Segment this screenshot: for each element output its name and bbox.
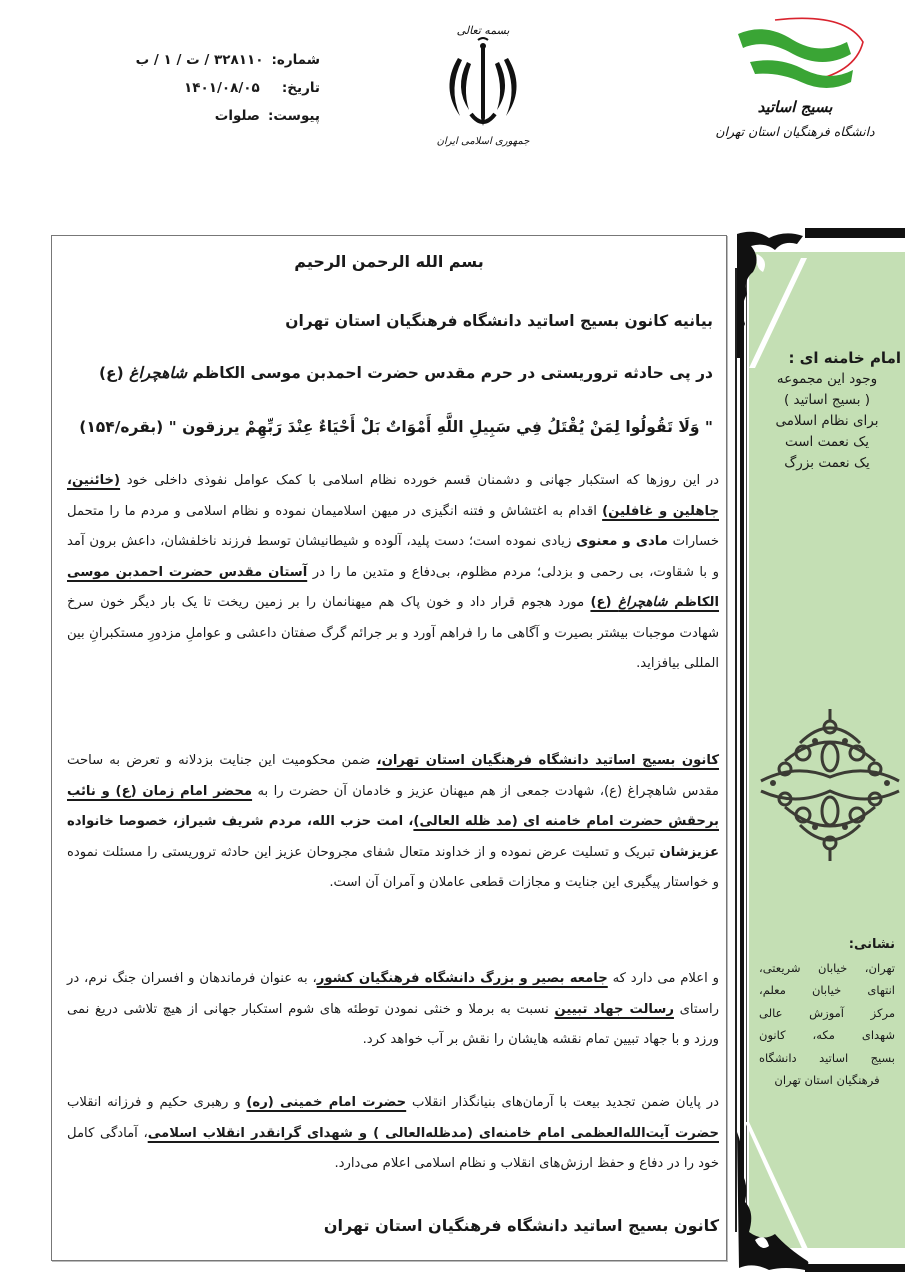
- attachment-label: پیوست:: [267, 108, 320, 124]
- p1-text-c: اقدام به اغتشاش و فتنه انگیزی در میهن اسلامیمان نموده و نظام اسلامی و مردم ما را متحمل خسارات: [67, 503, 719, 549]
- quote-line: برای نظام اسلامی: [775, 413, 879, 429]
- leader-quote: [753, 348, 901, 474]
- letter-meta: [135, 46, 320, 130]
- decorative-ornament-icon: [755, 703, 905, 863]
- p4-text-a: در پایان ضمن تجدید بیعت با آرمان‌های بنیانگذار انقلاب: [406, 1095, 719, 1110]
- date-value: ۱۴۰۱/۰۸/۰۵: [184, 80, 260, 96]
- address-line: بسیج اساتید دانشگاه: [759, 1050, 895, 1065]
- logo-line1: بسیج اساتید: [757, 98, 833, 116]
- number-row: [135, 46, 320, 74]
- p4-bold-b: حضرت امام خمینی (ره): [246, 1095, 407, 1110]
- p4-bold-d: حضرت آیت‌الله‌العظمی امام خامنه‌ای (مدظله‌العالی ) و شهدای گرانقدر انقلاب اسلامی: [147, 1125, 719, 1141]
- sidebar-left-rule: [740, 268, 744, 1232]
- p1-bold-f: آستان مقدس حضرت احمدبن موسی الکاظم: [67, 564, 720, 610]
- emblem-icon: [438, 18, 528, 148]
- subtitle-post: (ع): [98, 364, 130, 382]
- iran-emblem: [438, 18, 528, 148]
- bismillah: بسم الله الرحمن الرحیم: [294, 252, 484, 271]
- sidebar-bottom-border: [805, 1264, 905, 1272]
- sidebar-panel: [735, 228, 905, 1272]
- p3-text-e: نسبت به برملا و خنثی نمودن توطئه های شوم استکبار جهانی از هیچ تلاشی دریغ نمی ورزد و با جهاد تبیین تمام نقشه هایشان را نقش بر آب خواهد کرد.: [67, 1001, 719, 1047]
- p2-bold-a: کانون بسیج اساتید دانشگاه فرهنگیان استان تهران،: [376, 753, 719, 768]
- basij-logo-icon: [715, 12, 900, 152]
- signature: کانون بسیج اساتید دانشگاه فرهنگیان استان تهران: [323, 1216, 719, 1235]
- paragraph-1: [67, 466, 719, 680]
- number-value: ۳۲۸۱۱۰ / ت / ۱ / ب: [135, 52, 264, 68]
- address-line: شهدای مکه، کانون: [759, 1028, 895, 1042]
- address-line: انتهای خیابان معلم،: [759, 983, 895, 997]
- sidebar-left-rule: [735, 268, 737, 1232]
- basij-logo: [715, 12, 900, 152]
- paragraph-2: [67, 746, 719, 899]
- p1-bold-a: (خائنین، جاهلین و غافلین): [67, 473, 719, 519]
- number-label: شماره:: [271, 52, 320, 68]
- svg-text:جمهوری اسلامی ایران: جمهوری اسلامی ایران: [436, 136, 530, 147]
- address-line: تهران، خیابان شریعتی،: [759, 960, 895, 975]
- p1-italic-f: شاهچراغ: [618, 595, 668, 610]
- p3-bold-d: رسالت جهاد تبیین: [554, 1001, 674, 1017]
- address-block: [759, 934, 895, 1092]
- paragraph-4: [67, 1088, 719, 1180]
- quote-line: ( بسیج اساتید ): [783, 392, 871, 408]
- corner-ornament-top-icon: [735, 228, 807, 368]
- letter-title: بیانیه کانون بسیج اساتید دانشگاه فرهنگیان استان تهران: [285, 312, 713, 330]
- date-row: [150, 74, 320, 102]
- p1-text-a: در این روزها که استکبار جهانی و دشمنان قسم خورده نظام اسلامی با کمک عوامل نفوذی داخلی خود: [120, 473, 719, 488]
- quote-line: یک نعمت بزرگ: [784, 455, 870, 471]
- p3-bold-b: جامعه بصیر و بزرگ دانشگاه فرهنگیان کشور: [316, 971, 608, 986]
- date-label: تاریخ:: [281, 80, 320, 96]
- p4-text-c: و رهبری حکیم و فرزانه انقلاب: [67, 1095, 247, 1110]
- sidebar-top-border: [805, 228, 905, 238]
- svg-text:بسمه تعالی: بسمه تعالی: [456, 24, 510, 37]
- p2-text-b: ضمن محکومیت این جنایت بزدلانه و تعرض به ساحت مقدس شاهچراغ (ع)، شهادت جمعی از هم میهنان عزیز و خادمان آن حضرت را به: [67, 753, 719, 799]
- quote-line: وجود این مجموعه: [776, 371, 878, 387]
- p3-text-a: و اعلام می دارد که: [607, 971, 720, 986]
- address-line: فرهنگیان استان تهران: [774, 1073, 880, 1087]
- attachment-value: صلوات: [214, 108, 260, 124]
- paragraph-3: [67, 964, 719, 1056]
- quran-verse: " وَلَا تَقُولُوا لِمَنْ يُقْتَلُ فِي سَبِيلِ اللَّهِ أَمْوَاتٌ بَلْ أَحْيَاءٌ عِنْدَ رَبِّهِمْ يرزقون " (بقره/۱۵۴): [79, 418, 713, 436]
- corner-ornament-bottom-icon: [735, 1122, 815, 1272]
- attachment-row: [150, 102, 320, 130]
- subtitle-italic: شاهچراغ: [129, 364, 188, 382]
- p1-text-g: مورد هجوم قرار داد و خون پاک هم میهنانمان را بر زمین ریخت تا یک بار دیگر خون سرخ شهادت موجبات بیشتر بصیرت و آگاهی ما را فراهم آورد و بر جرائم گرگ صفتان داعشی و عواملِ مزدورِ مستکبرانِ بین المللی بیافزاید.: [67, 595, 719, 671]
- p4-text-e: ، آمادگی کامل خود را در دفاع و حفظ ارزش‌های انقلاب و نظام اسلامی اعلام می‌دارد.: [67, 1125, 719, 1171]
- sidebar-left-rule: [746, 268, 747, 1232]
- quote-head: امام خامنه ای :: [788, 349, 901, 367]
- p2-bold-c: محضر امام زمان (ع) و نائب برحقش حضرت امام خامنه ای (مد ظله العالی): [67, 783, 719, 829]
- p2-bold-d: ، امت حزب الله، مردم شریف شیراز، خصوصا خانواده عزیزشان: [67, 814, 719, 860]
- p1-text-e: زیادی نموده است؛ دست پلید، آلوده و شیطانیشان توسط فرزند ناخلفشان، داعش برون آمد و با شقاوت، بی رحمی و بزدلی؛ مردم مظلوم، بی‌دفاع و متدین ما را در: [67, 534, 719, 580]
- address-line: مرکز آموزش عالی: [759, 1005, 895, 1020]
- address-head: نشانی:: [848, 937, 895, 952]
- logo-line2: دانشگاه فرهنگیان استان تهران: [715, 124, 875, 139]
- p1-bold-f-post: (ع): [590, 595, 619, 610]
- p3-text-c: ، به عنوان فرماندهان و افسران جنگ نرم، در راستای: [67, 971, 719, 1017]
- p2-text-e: تبریک و تسلیت عرض نموده و از خداوند متعال شفای مجروحان عزیز این حادثه تروریستی را مسئلت نموده و خواستار پیگیری این جنایت و مجازات قطعی عاملان و آمران آن است.: [67, 844, 719, 890]
- p1-bold-d: مادی و معنوی: [576, 534, 668, 549]
- letter-subtitle: [99, 364, 713, 382]
- subtitle-text: در پی حادثه تروریستی در حرم مقدس حضرت احمدبن موسی الکاظم: [187, 364, 713, 382]
- quote-line: یک نعمت است: [784, 434, 870, 450]
